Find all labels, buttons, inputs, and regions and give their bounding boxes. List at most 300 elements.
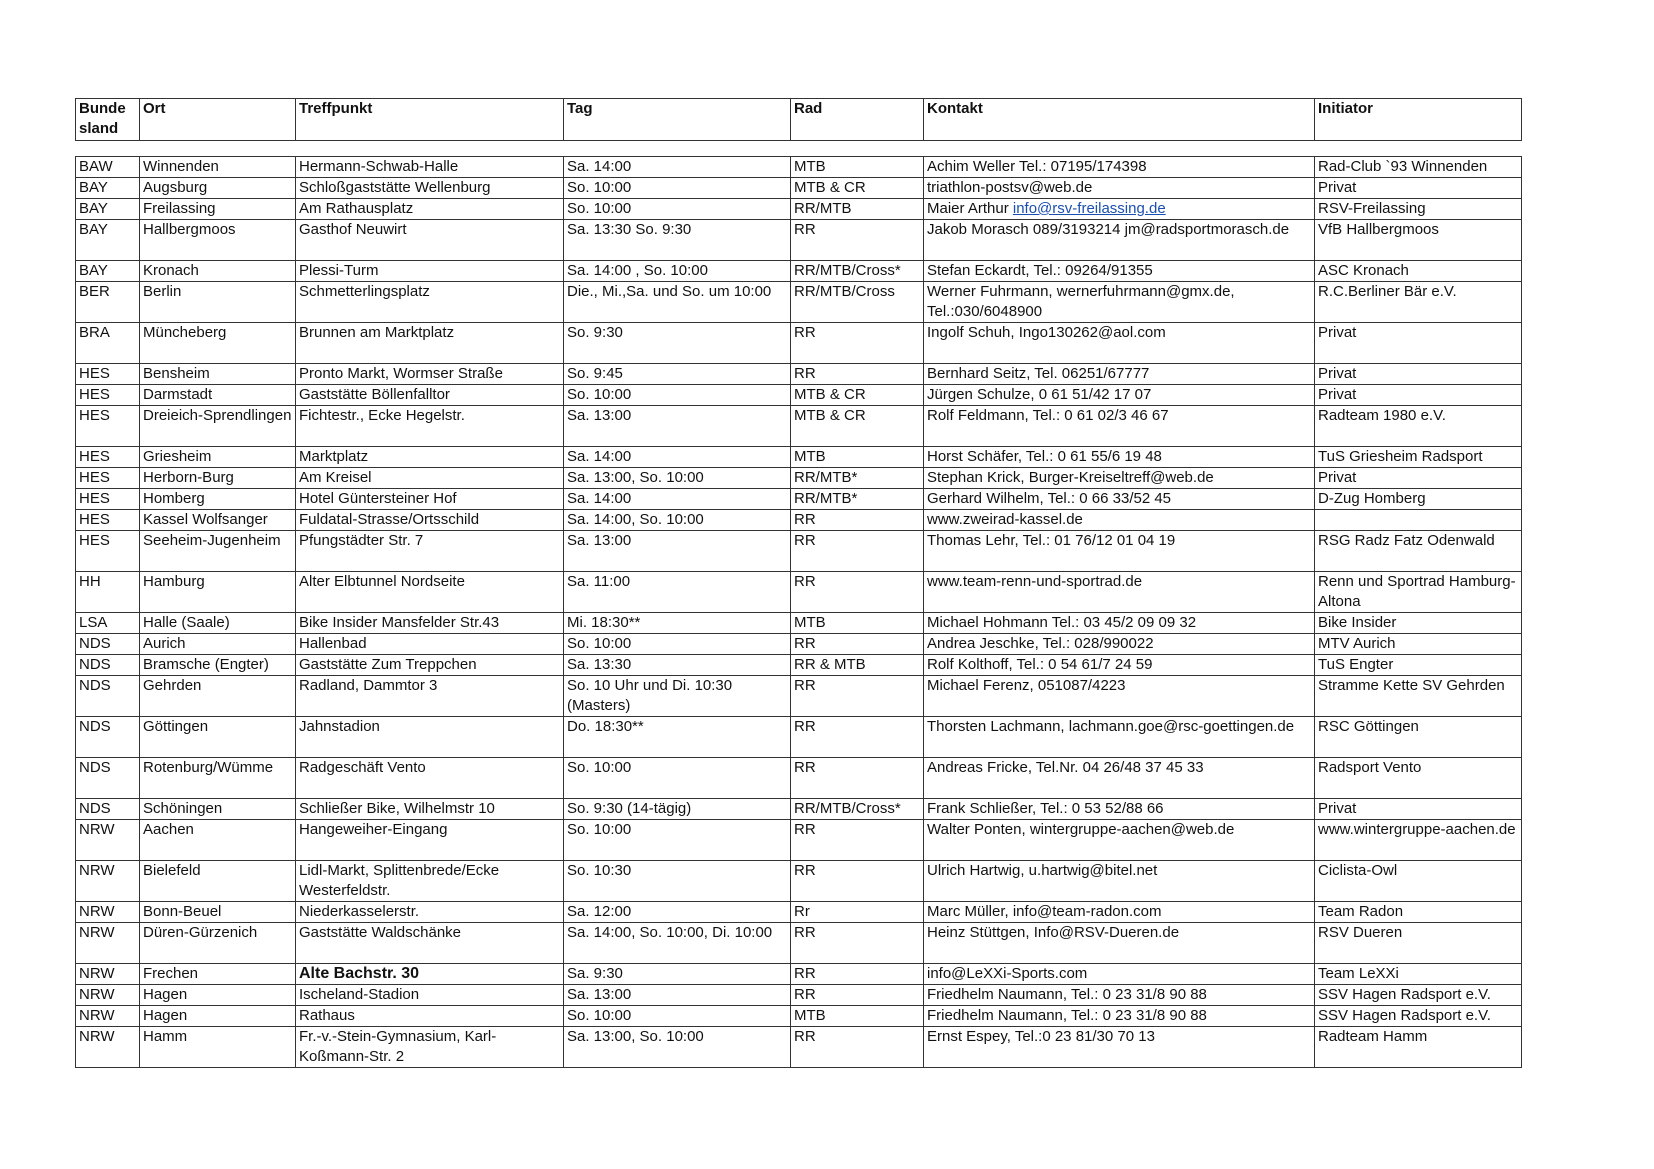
cell-bundesland	[76, 1006, 140, 1027]
cell-text: NDS	[79, 718, 111, 735]
cell-text: Ulrich Hartwig, u.hartwig@bitel.net	[927, 862, 1158, 879]
cell-text: Sa. 11:00	[567, 573, 631, 590]
cell-text: Privat	[1318, 179, 1357, 196]
cell-text: RSV Dueren	[1318, 924, 1403, 941]
cell-text: Alte Bachstr. 30	[299, 965, 420, 982]
cell-text: Walter Ponten, wintergruppe-aachen@web.de	[927, 821, 1235, 838]
cell-text: HES	[79, 532, 110, 549]
cell-text: Bike Insider	[1318, 614, 1397, 631]
table-row	[76, 157, 1522, 178]
cell-rad	[791, 220, 924, 261]
cell-text: Pfungstädter Str. 7	[299, 532, 424, 549]
cell-rad	[791, 572, 924, 613]
header-row	[76, 99, 1522, 141]
cell-text: Göttingen	[143, 718, 209, 735]
cell-text: Maier Arthur	[927, 200, 1013, 217]
cell-tag	[564, 531, 791, 572]
cell-text: Kassel Wolfsanger	[143, 511, 268, 528]
cell-text: Berlin	[143, 283, 182, 300]
cell-rad	[791, 799, 924, 820]
cell-text: Aachen	[143, 821, 194, 838]
cell-rad	[791, 758, 924, 799]
cell-text: Sa. 14:00 , So. 10:00	[567, 262, 708, 279]
cell-ort	[140, 799, 296, 820]
cell-initiator	[1315, 717, 1522, 758]
cell-kontakt	[924, 985, 1315, 1006]
cell-text: Mi. 18:30**	[567, 614, 641, 631]
table-row	[76, 178, 1522, 199]
cell-text: Renn und Sportrad Hamburg-Altona	[1318, 573, 1516, 610]
table-row	[76, 799, 1522, 820]
cell-text: RR	[794, 821, 816, 838]
cell-bundesland	[76, 861, 140, 902]
cell-kontakt	[924, 799, 1315, 820]
cell-text: Gaststätte Böllenfalltor	[299, 386, 450, 403]
cell-treffpunkt	[296, 964, 564, 985]
cell-tag	[564, 655, 791, 676]
cell-text: RSV-Freilassing	[1318, 200, 1426, 217]
cell-ort	[140, 758, 296, 799]
cell-ort	[140, 985, 296, 1006]
table-row	[76, 220, 1522, 261]
cell-treffpunkt	[296, 799, 564, 820]
cell-treffpunkt	[296, 572, 564, 613]
cell-text: Horst Schäfer, Tel.: 0 61 55/6 19 48	[927, 448, 1162, 465]
cell-text: Sa. 14:00, So. 10:00, Di. 10:00	[567, 924, 773, 941]
cell-tag	[564, 572, 791, 613]
cell-text: MTV Aurich	[1318, 635, 1396, 652]
cell-text: Bielefeld	[143, 862, 201, 879]
cell-ort	[140, 157, 296, 178]
cell-text: RR	[794, 986, 816, 1003]
cell-text: Rolf Feldmann, Tel.: 0 61 02/3 46 67	[927, 407, 1169, 424]
cell-text: Rad-Club `93 Winnenden	[1318, 158, 1488, 175]
cell-text: Kronach	[143, 262, 199, 279]
cell-ort	[140, 406, 296, 447]
cell-treffpunkt	[296, 758, 564, 799]
cell-text: NRW	[79, 1028, 115, 1045]
cell-treffpunkt	[296, 1006, 564, 1027]
cell-text: Darmstadt	[143, 386, 213, 403]
cell-text: Brunnen am Marktplatz	[299, 324, 455, 341]
cell-rad	[791, 406, 924, 447]
cell-text: ASC Kronach	[1318, 262, 1409, 279]
cell-kontakt	[924, 902, 1315, 923]
cell-ort	[140, 717, 296, 758]
cell-text: Rr	[794, 903, 810, 920]
cell-text: Michael Hohmann Tel.: 03 45/2 09 09 32	[927, 614, 1197, 631]
cell-text: Ischeland-Stadion	[299, 986, 420, 1003]
cell-bundesland	[76, 468, 140, 489]
cell-ort	[140, 820, 296, 861]
cell-text: Bensheim	[143, 365, 210, 382]
cell-text: Gehrden	[143, 677, 202, 694]
cell-text: So. 9:30 (14-tägig)	[567, 800, 692, 817]
cell-text: NRW	[79, 821, 115, 838]
cell-text: TuS Griesheim Radsport	[1318, 448, 1483, 465]
table-row	[76, 758, 1522, 799]
header-treffpunkt: Treffpunkt	[296, 99, 564, 141]
cell-treffpunkt	[296, 199, 564, 220]
cell-text: RSC Göttingen	[1318, 718, 1419, 735]
cell-text: Sa. 13:00	[567, 986, 632, 1003]
cell-text: Ernst Espey, Tel.:0 23 81/30 70 13	[927, 1028, 1155, 1045]
cell-bundesland	[76, 282, 140, 323]
cell-tag	[564, 861, 791, 902]
table-row	[76, 385, 1522, 406]
cell-text: So. 9:45	[567, 365, 623, 382]
cell-tag	[564, 613, 791, 634]
cell-text: So. 10 Uhr und Di. 10:30 (Masters)	[567, 677, 733, 714]
cell-initiator	[1315, 157, 1522, 178]
cell-text: Gaststätte Waldschänke	[299, 924, 462, 941]
cell-rad	[791, 385, 924, 406]
cell-tag	[564, 406, 791, 447]
cell-treffpunkt	[296, 510, 564, 531]
cell-bundesland	[76, 323, 140, 364]
cell-tag	[564, 510, 791, 531]
table-header	[75, 98, 1522, 141]
cell-text: Privat	[1318, 365, 1357, 382]
cell-tag	[564, 282, 791, 323]
header-ort: Ort	[140, 99, 296, 141]
cell-rad	[791, 923, 924, 964]
cell-initiator	[1315, 758, 1522, 799]
cell-tag	[564, 799, 791, 820]
cell-initiator	[1315, 531, 1522, 572]
header-tag: Tag	[564, 99, 791, 141]
cell-text: HES	[79, 386, 110, 403]
cell-kontakt	[924, 717, 1315, 758]
table-row	[76, 985, 1522, 1006]
cell-text: RR/MTB/Cross*	[794, 800, 901, 817]
cell-bundesland	[76, 799, 140, 820]
cell-text: NRW	[79, 1007, 115, 1024]
cell-ort	[140, 282, 296, 323]
cell-text: BAY	[79, 200, 108, 217]
cell-treffpunkt	[296, 489, 564, 510]
cell-kontakt	[924, 199, 1315, 220]
cell-text: Hamm	[143, 1028, 188, 1045]
cell-tag	[564, 385, 791, 406]
cell-treffpunkt	[296, 655, 564, 676]
cell-text: Hotel Güntersteiner Hof	[299, 490, 457, 507]
cell-rad	[791, 489, 924, 510]
cell-kontakt	[924, 489, 1315, 510]
cell-rad	[791, 676, 924, 717]
cell-initiator	[1315, 861, 1522, 902]
cell-text: RR	[794, 718, 816, 735]
cell-text: Rolf Kolthoff, Tel.: 0 54 61/7 24 59	[927, 656, 1153, 673]
cell-text: Radteam 1980 e.V.	[1318, 407, 1446, 424]
cell-text: So. 9:30	[567, 324, 623, 341]
cell-bundesland	[76, 634, 140, 655]
cell-text: Halle (Saale)	[143, 614, 230, 631]
cell-tag	[564, 634, 791, 655]
cell-text: Sa. 14:00	[567, 490, 632, 507]
cell-text: Frechen	[143, 965, 199, 982]
cell-text: www.wintergruppe-aachen.de	[1318, 821, 1516, 838]
cell-ort	[140, 634, 296, 655]
cell-kontakt	[924, 923, 1315, 964]
cell-kontakt	[924, 385, 1315, 406]
cell-ort	[140, 1006, 296, 1027]
cell-initiator	[1315, 613, 1522, 634]
cell-text: Herborn-Burg	[143, 469, 234, 486]
cell-tag	[564, 923, 791, 964]
cell-text: RR/MTB/Cross	[794, 283, 895, 300]
cell-ort	[140, 447, 296, 468]
cell-text: Jürgen Schulze, 0 61 51/42 17 07	[927, 386, 1152, 403]
cell-text: Michael Ferenz, 051087/4223	[927, 677, 1126, 694]
cell-kontakt	[924, 323, 1315, 364]
cell-initiator	[1315, 820, 1522, 861]
table-row	[76, 676, 1522, 717]
cell-treffpunkt	[296, 820, 564, 861]
cell-text: Heinz Stüttgen, Info@RSV-Dueren.de	[927, 924, 1180, 941]
cell-text: Müncheberg	[143, 324, 227, 341]
cell-ort	[140, 902, 296, 923]
table-row	[76, 531, 1522, 572]
cell-text: HES	[79, 469, 110, 486]
cell-treffpunkt	[296, 157, 564, 178]
cell-text: Homberg	[143, 490, 205, 507]
cell-ort	[140, 861, 296, 902]
cell-ort	[140, 220, 296, 261]
cell-text: RR/MTB*	[794, 490, 858, 507]
cell-bundesland	[76, 902, 140, 923]
table-row	[76, 261, 1522, 282]
cell-text: SSV Hagen Radsport e.V.	[1318, 986, 1491, 1003]
cell-treffpunkt	[296, 923, 564, 964]
cell-initiator	[1315, 1027, 1522, 1068]
cell-text: Schloßgaststätte Wellenburg	[299, 179, 491, 196]
cell-text: Lidl-Markt, Splittenbrede/Ecke Westerfeldstr.	[299, 862, 500, 899]
cell-initiator	[1315, 985, 1522, 1006]
cell-text: RR	[794, 862, 816, 879]
cell-text: Privat	[1318, 386, 1357, 403]
cell-text: Sa. 13:30	[567, 656, 632, 673]
cell-rad	[791, 964, 924, 985]
cell-tag	[564, 157, 791, 178]
cell-kontakt	[924, 510, 1315, 531]
cell-text: NDS	[79, 635, 111, 652]
cell-text: Stephan Krick, Burger-Kreiseltreff@web.de	[927, 469, 1214, 486]
cell-bundesland	[76, 364, 140, 385]
cell-text: NRW	[79, 965, 115, 982]
cell-bundesland	[76, 613, 140, 634]
cell-text: BAY	[79, 221, 108, 238]
cell-text: Sa. 12:00	[567, 903, 632, 920]
cell-tag	[564, 364, 791, 385]
cell-text: RR/MTB/Cross*	[794, 262, 901, 279]
cell-text: MTB & CR	[794, 407, 866, 424]
cell-rad	[791, 364, 924, 385]
cell-text: Hagen	[143, 986, 188, 1003]
table-row	[76, 1027, 1522, 1068]
cell-text: Schließer Bike, Wilhelmstr 10	[299, 800, 495, 817]
cell-tag	[564, 489, 791, 510]
cell-text: HH	[79, 573, 101, 590]
cell-kontakt	[924, 1027, 1315, 1068]
cell-kontakt	[924, 861, 1315, 902]
cell-text: HES	[79, 365, 110, 382]
cell-text: Sa. 14:00, So. 10:00	[567, 511, 704, 528]
cell-text: So. 10:00	[567, 759, 632, 776]
cell-text: Hamburg	[143, 573, 205, 590]
cell-text: HES	[79, 448, 110, 465]
cell-treffpunkt	[296, 220, 564, 261]
cell-text: R.C.Berliner Bär e.V.	[1318, 283, 1457, 300]
cell-initiator	[1315, 364, 1522, 385]
cell-text: MTB	[794, 158, 826, 175]
table-row	[76, 902, 1522, 923]
table-row	[76, 923, 1522, 964]
cell-initiator	[1315, 385, 1522, 406]
cell-bundesland	[76, 923, 140, 964]
cell-kontakt	[924, 1006, 1315, 1027]
cell-initiator	[1315, 676, 1522, 717]
cell-text: RR	[794, 573, 816, 590]
cell-text: Rathaus	[299, 1007, 355, 1024]
cell-text: Werner Fuhrmann, wernerfuhrmann@gmx.de, Tel.:030/6048900	[927, 283, 1235, 320]
header-bundesland: Bunde sland	[76, 99, 140, 141]
cell-kontakt	[924, 634, 1315, 655]
cell-tag	[564, 178, 791, 199]
header-rad: Rad	[791, 99, 924, 141]
table-row	[76, 820, 1522, 861]
table-row	[76, 406, 1522, 447]
cell-text: Team Radon	[1318, 903, 1404, 920]
cell-kontakt	[924, 447, 1315, 468]
cell-initiator	[1315, 964, 1522, 985]
cell-rad	[791, 178, 924, 199]
cell-text: Do. 18:30**	[567, 718, 644, 735]
cell-text: Sa. 14:00	[567, 448, 632, 465]
cell-treffpunkt	[296, 364, 564, 385]
cell-text: Marktplatz	[299, 448, 369, 465]
cell-tag	[564, 220, 791, 261]
cell-treffpunkt	[296, 531, 564, 572]
cell-text: RR/MTB*	[794, 469, 858, 486]
cell-text: LSA	[79, 614, 108, 631]
cell-tag	[564, 902, 791, 923]
cell-text: Plessi-Turm	[299, 262, 379, 279]
cell-text: Sa. 13:00, So. 10:00	[567, 1028, 704, 1045]
table-row	[76, 468, 1522, 489]
cell-kontakt	[924, 676, 1315, 717]
cell-bundesland	[76, 964, 140, 985]
cell-treffpunkt	[296, 282, 564, 323]
cell-rad	[791, 902, 924, 923]
table-row	[76, 1006, 1522, 1027]
table-row	[76, 489, 1522, 510]
cell-text: NDS	[79, 656, 111, 673]
cell-initiator	[1315, 261, 1522, 282]
cell-treffpunkt	[296, 634, 564, 655]
table-row	[76, 199, 1522, 220]
cell-text: Hallenbad	[299, 635, 367, 652]
cell-text: HES	[79, 407, 110, 424]
cell-tag	[564, 985, 791, 1006]
cell-tag	[564, 468, 791, 489]
cell-text: Marc Müller, info@team-radon.com	[927, 903, 1162, 920]
cell-text: BAW	[79, 158, 113, 175]
cell-text: Frank Schließer, Tel.: 0 53 52/88 66	[927, 800, 1164, 817]
cell-text: Hangeweiher-Eingang	[299, 821, 448, 838]
cell-text: RR & MTB	[794, 656, 866, 673]
cell-ort	[140, 655, 296, 676]
table-row	[76, 510, 1522, 531]
cell-text: Rotenburg/Wümme	[143, 759, 274, 776]
cell-text: TuS Engter	[1318, 656, 1394, 673]
cell-bundesland	[76, 447, 140, 468]
cell-text: Hermann-Schwab-Halle	[299, 158, 459, 175]
cell-kontakt	[924, 220, 1315, 261]
cell-initiator	[1315, 923, 1522, 964]
cell-text: BAY	[79, 262, 108, 279]
cell-text: Jahnstadion	[299, 718, 380, 735]
cell-tag	[564, 447, 791, 468]
cell-treffpunkt	[296, 902, 564, 923]
cell-treffpunkt	[296, 261, 564, 282]
cell-bundesland	[76, 385, 140, 406]
cell-rad	[791, 820, 924, 861]
cell-text: Bonn-Beuel	[143, 903, 222, 920]
cell-text: Friedhelm Naumann, Tel.: 0 23 31/8 90 88	[927, 1007, 1207, 1024]
cell-text: Sa. 13:30 So. 9:30	[567, 221, 692, 238]
cell-rad	[791, 634, 924, 655]
cell-text: Alter Elbtunnel Nordseite	[299, 573, 465, 590]
cell-text: Andreas Fricke, Tel.Nr. 04 26/48 37 45 33	[927, 759, 1204, 776]
cell-text: RSG Radz Fatz Odenwald	[1318, 532, 1495, 549]
cell-kontakt	[924, 282, 1315, 323]
cell-tag	[564, 323, 791, 364]
cell-initiator	[1315, 220, 1522, 261]
data-table	[75, 156, 1522, 1068]
cell-text: So. 10:00	[567, 635, 632, 652]
cell-text: NRW	[79, 903, 115, 920]
cell-kontakt	[924, 820, 1315, 861]
cell-text: Gaststätte Zum Treppchen	[299, 656, 477, 673]
cell-kontakt	[924, 406, 1315, 447]
cell-text: Sa. 13:00	[567, 407, 632, 424]
cell-text: RR	[794, 511, 816, 528]
cell-text: Stramme Kette SV Gehrden	[1318, 677, 1505, 694]
cell-text: Bike Insider Mansfelder Str.43	[299, 614, 500, 631]
cell-rad	[791, 199, 924, 220]
cell-text: Hallbergmoos	[143, 221, 236, 238]
cell-ort	[140, 613, 296, 634]
cell-text: Ciclista-Owl	[1318, 862, 1398, 879]
cell-text: MTB	[794, 448, 826, 465]
cell-initiator	[1315, 799, 1522, 820]
cell-text: MTB & CR	[794, 386, 866, 403]
cell-initiator	[1315, 323, 1522, 364]
cell-initiator	[1315, 178, 1522, 199]
cell-text: So. 10:00	[567, 821, 632, 838]
cell-ort	[140, 923, 296, 964]
cell-tag	[564, 1006, 791, 1027]
cell-treffpunkt	[296, 1027, 564, 1068]
cell-text: SSV Hagen Radsport e.V.	[1318, 1007, 1491, 1024]
cell-treffpunkt	[296, 985, 564, 1006]
cell-rad	[791, 261, 924, 282]
cell-text: Radland, Dammtor 3	[299, 677, 438, 694]
cell-treffpunkt	[296, 613, 564, 634]
cell-ort	[140, 468, 296, 489]
email-link[interactable]: info@rsv-freilassing.de	[1012, 200, 1166, 217]
